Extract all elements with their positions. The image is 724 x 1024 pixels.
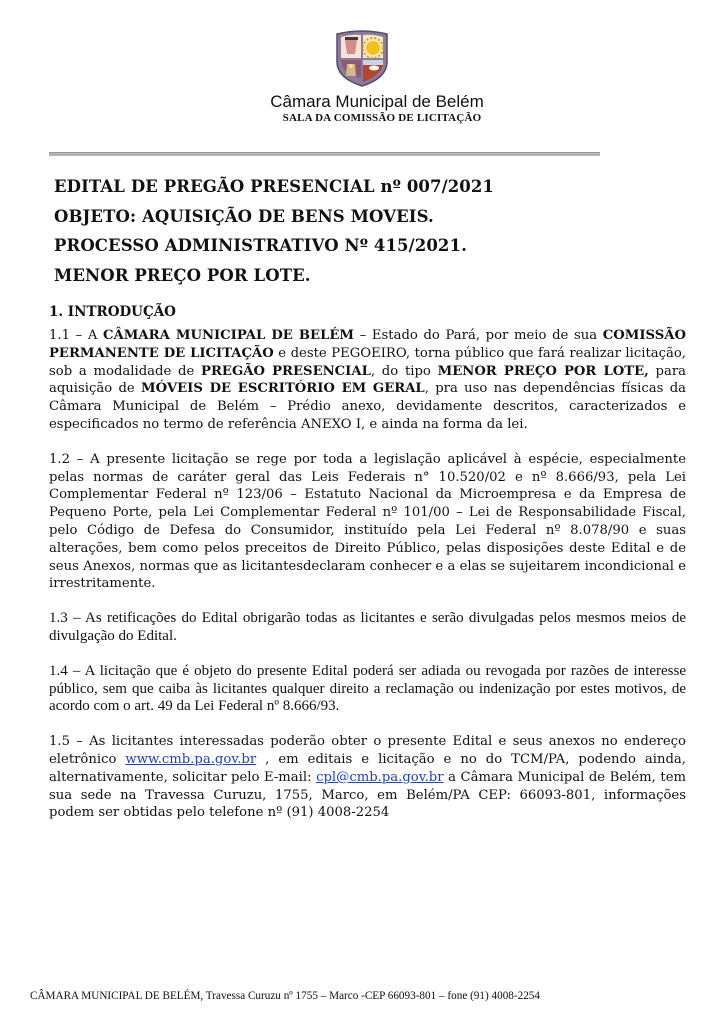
page-footer: CÂMARA MUNICIPAL DE BELÉM, Travessa Curuzu nº 1755 – Marco -CEP 66093-801 – fone (91) 4008-2254 — [30, 990, 540, 1002]
criterio-title: MENOR PREÇO POR LOTE. — [54, 265, 311, 285]
website-link[interactable]: www.cmb.pa.gov.br — [125, 751, 257, 767]
paragraph-1-4: 1.4 – A licitação que é objeto do presente Edital poderá ser adiada ou revogada por razões de interesse público, sem que caiba às licitantes qualquer direito a reclamação ou indenização por estes motivos, de acordo com o art. 49 da Lei Federal nº 8.666/93. — [49, 662, 686, 715]
objeto-title: OBJETO: AQUISIÇÃO DE BENS MOVEIS. — [54, 206, 434, 226]
text: e deste PEGOEIRO, torna público que fará realizar licitação, sob a modalidade de — [49, 345, 686, 379]
text: , do tipo — [370, 363, 438, 379]
edital-title: EDITAL DE PREGÃO PRESENCIAL nº 007/2021 — [54, 177, 495, 196]
email-link[interactable]: cpl@cmb.pa.gov.br — [316, 769, 444, 785]
processo-title: PROCESSO ADMINISTRATIVO Nº 415/2021. — [54, 236, 467, 255]
document-body — [49, 302, 686, 839]
text: , pra uso nas dependências físicas da Câmara Municipal de Belém – Prédio anexo, devidamente descritos, caracterizados e especificados no termo de referência ANEXO I, e ainda na forma da lei. — [49, 381, 687, 432]
paragraph-1-3: 1.3 – As retificações do Edital obrigarão todas as licitantes e serão divulgadas pelos mesmos meios de divulgação do Edital. — [49, 610, 686, 644]
text: – Estado do Pará, por meio de sua — [354, 328, 603, 343]
paragraph-1-1 — [49, 327, 686, 434]
organization-name: Câmara Municipal de Belém — [270, 92, 484, 111]
letterhead — [0, 28, 724, 124]
bold-text: CÂMARA MUNICIPAL DE BELÉM — [103, 328, 354, 343]
document-titles — [54, 172, 494, 290]
paragraph-1-5 — [49, 733, 686, 822]
bold-text: COMISSÃO PERMANENTE DE LICITAÇÃO — [49, 328, 687, 361]
bold-text: MÓVEIS DE ESCRITÓRIO EM GERAL — [141, 381, 425, 397]
text: , em editais e licitação e no do TCM/PA, podendo ainda, alternativamente, solicitar pelo E-mail: — [49, 751, 686, 785]
text: 1.5 – As licitantes interessadas poderão obter o presente Edital e seus anexos no endereço eletrônico — [49, 734, 686, 767]
bold-text: MENOR PREÇO POR LOTE, — [437, 363, 649, 379]
coat-of-arms-icon — [333, 28, 391, 88]
text: para aquisição de — [49, 363, 686, 397]
text: 1.1 – A — [49, 328, 104, 343]
paragraph-1-2: 1.2 – A presente licitação se rege por toda a legislação aplicável à espécie, especialmente pelas normas de caráter geral das Leis Federais n° 10.520/02 e nº 8.666/93, pela Lei Complementar Federal nº 123/06 – Estatuto Nacional da Microempresa e da Empresa de Pequeno Porte, pela Lei Complementar Federal nº 101/00 – Lei de Responsabilidade Fiscal, pelo Código de Defesa do Consumidor, instituído pela Lei Federal nº 8.078/90 e suas alterações, bem como pelos preceitos de Direito Público, pelas disposições deste Edital e de seus Anexos, normas que as licitantesdeclaram conhecer e a elas se sujeitarem incondicional e irrestritamente. — [49, 451, 686, 592]
header-divider — [49, 152, 600, 156]
section-heading: 1. INTRODUÇÃO — [49, 304, 176, 320]
organization-department: SALA DA COMISSÃO DE LICITAÇÃO — [282, 112, 482, 124]
text: a Câmara Municipal de Belém, tem sua sede na Travessa Curuzu, 1755, Marco, em Belém/PA CEP: 66093-801, informações podem ser obtidas pelo telefone nº (91) 4008-2254 — [49, 769, 686, 821]
bold-text: PREGÃO PRESENCIAL — [201, 363, 371, 379]
